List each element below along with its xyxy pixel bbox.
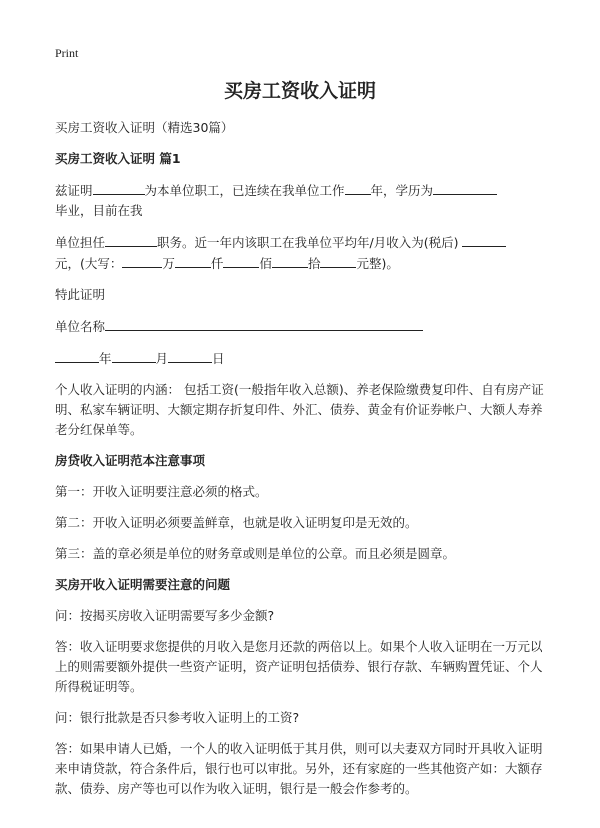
note-item: 第一：开收入证明要注意必须的格式。	[55, 484, 268, 499]
month-label: 月	[155, 351, 169, 366]
document-body	[55, 78, 545, 810]
cert-text: 职务。近一年内该职工在我单位平均年/月收入为(税后)	[157, 235, 459, 250]
day-label: 日	[212, 351, 225, 366]
income-blank	[462, 232, 506, 247]
yuan-blank	[320, 253, 356, 268]
years-blank	[345, 180, 371, 195]
certificate-paragraph-1	[55, 180, 545, 221]
day-blank	[168, 348, 212, 363]
cert-text: 为本单位职工，已连续在我单位工作	[144, 183, 345, 198]
document-title: 买房工资收入证明	[223, 80, 376, 102]
cert-text: 单位担任	[55, 235, 106, 250]
cert-text: 年，学历为	[370, 183, 434, 198]
unit-name-blank	[105, 316, 423, 331]
year-blank	[55, 348, 99, 363]
cert-text: 元整)。	[356, 256, 399, 271]
unit-name-label: 单位名称	[55, 319, 106, 334]
shi-blank	[272, 253, 308, 268]
date-line	[55, 348, 545, 369]
content-paragraph: 个人收入证明的内涵： 包括工资(一般指年收入总额)、养老保险缴费复印件、自有房产证明、私家车辆证明、大额定期存折复印件、外汇、债券、黄金有价证券帐户、大额人寿养老分红保单等。	[55, 382, 544, 437]
qa-item: 答：收入证明要求您提供的月收入是您月还款的两倍以上。如果个人收入证明在一万元以上的则需要额外提供一些资产证明，资产证明包括债券、银行存款、车辆购置凭证、个人所得税证明等。	[55, 639, 543, 694]
bai-blank	[223, 253, 259, 268]
cert-text: 仟	[210, 256, 224, 271]
print-link[interactable]: Print	[55, 46, 79, 60]
note-item: 第三：盖的章必须是单位的财务章或则是单位的公章。而且必须是圆章。	[55, 546, 456, 561]
wan-blank	[122, 253, 162, 268]
unit-name-line	[55, 316, 545, 337]
section-heading-2: 房贷收入证明范本注意事项	[55, 453, 206, 468]
cert-text: 毕业，目前在我	[55, 203, 143, 218]
year-label: 年	[99, 351, 112, 366]
qa-item: 问：银行批款是否只参考收入证明上的工资?	[55, 710, 300, 725]
qian-blank	[175, 253, 211, 268]
cert-text: 兹证明	[55, 183, 93, 198]
position-blank	[105, 232, 157, 247]
qa-item: 问：按揭买房收入证明需要写多少金额?	[55, 608, 275, 623]
name-blank	[93, 180, 145, 195]
special-certification: 特此证明	[55, 287, 106, 302]
cert-text: 万	[162, 256, 175, 271]
education-blank	[433, 180, 497, 195]
month-blank	[112, 348, 156, 363]
section-heading-3: 买房开收入证明需要注意的问题	[55, 577, 231, 592]
section-heading-1: 买房工资收入证明 篇1	[55, 151, 181, 166]
cert-text: 拾	[307, 256, 321, 271]
document-subtitle: 买房工资收入证明（精选30篇）	[55, 120, 234, 135]
note-item: 第二：开收入证明必须要盖鲜章，也就是收入证明复印是无效的。	[55, 515, 418, 530]
certificate-paragraph-2	[55, 232, 545, 274]
cert-text: 元，(大写：	[55, 256, 123, 271]
qa-item: 答：如果申请人已婚，一个人的收入证明低于其月供，则可以夫妻双方同时开具收入证明来申请贷款，符合条件后，银行也可以审批。另外，还有家庭的一些其他资产如：大额存款、债券、房产等也可以作为收入证明，银行是一般会作参考的。	[55, 741, 543, 796]
cert-text: 佰	[259, 256, 272, 271]
